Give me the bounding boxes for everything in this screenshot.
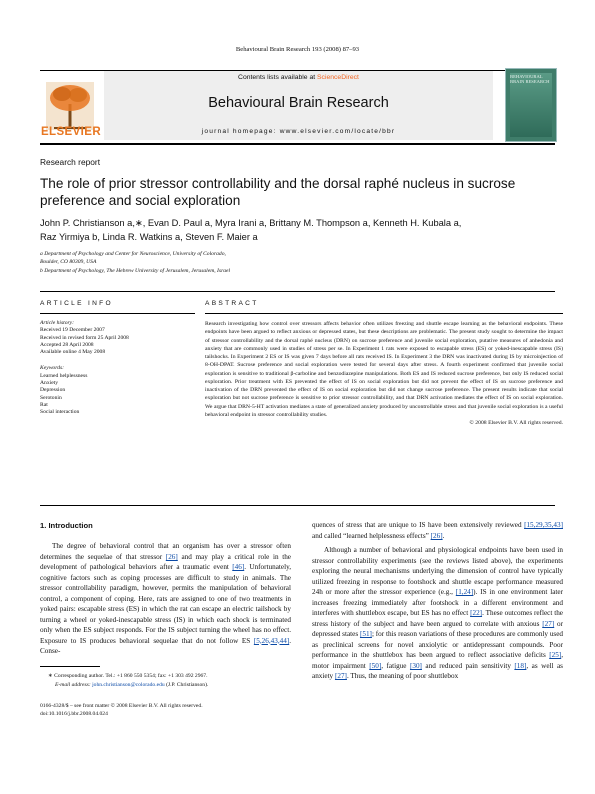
citation-link[interactable]: [5,26,43,44] <box>253 636 290 645</box>
citation-link[interactable]: [27] <box>542 619 555 628</box>
doi-line[interactable]: doi:10.1016/j.bbr.2008.04.024 <box>40 711 108 717</box>
keyword-item: Depression <box>40 387 66 394</box>
authors-line-1: John P. Christianson a,∗, Evan D. Paul a, Myra Irani a, Brittany M. Thompson a, Kenneth H. Kubala a, <box>40 218 462 228</box>
footnote-corresponding: ∗ Corresponding author. Tel.: +1 860 550 5354; fax: +1 303 492 2967. <box>48 673 208 679</box>
author-list <box>40 216 555 244</box>
section-rule <box>40 291 555 292</box>
keyword-item: Rat <box>40 401 48 408</box>
citation-link[interactable]: [1,24] <box>455 588 474 596</box>
article-info <box>40 320 195 417</box>
keywords-label: Keywords: <box>40 365 65 372</box>
abstract-heading: ABSTRACT <box>205 300 259 307</box>
email-suffix: (J.P. Christianson). <box>164 682 209 688</box>
affiliation-a-line-2: Boulder, CO 80309, USA <box>40 259 97 265</box>
article-info-heading: ARTICLE INFO <box>40 300 113 307</box>
journal-cover-thumbnail <box>505 68 557 142</box>
citation-link[interactable]: [26] <box>165 552 178 561</box>
cover-title: BEHAVIOURAL BRAIN RESEARCH <box>510 74 550 84</box>
citation-link[interactable]: [27] <box>334 672 347 680</box>
citation-link[interactable]: [30] <box>409 661 422 670</box>
left-column <box>40 541 291 657</box>
journal-homepage[interactable]: journal homepage: www.elsevier.com/locate/bbr <box>201 128 396 135</box>
email-link[interactable]: john.christianson@colorado.edu <box>92 682 165 688</box>
abstract-rule <box>205 313 563 314</box>
body-rule <box>40 505 555 506</box>
citation-link[interactable]: [15,29,35,43] <box>524 521 563 529</box>
journal-title: Behavioural Brain Research <box>208 95 389 111</box>
history-item: Accepted 28 April 2008 <box>40 341 94 348</box>
citation-link[interactable]: [51] <box>359 630 372 638</box>
publisher-name: ELSEVIER <box>40 126 102 138</box>
keyword-item: Serotonin <box>40 394 62 401</box>
sciencedirect-link[interactable]: ScienceDirect <box>317 74 359 81</box>
intro-paragraph: The degree of behavioral control that an organism has over a stressor often determines the sequelae of that stressor [26] and may play a critical role in the development of pathological behaviors after a traumatic event [46]. Unfortunately, cognitive factors such as coping processes are difficult to study in animals. The stressor controllability paradigm, however, permits the manipulation of behavioral control, a component of coping. Here, rats are assigned to one of two treatments in yoked pairs: escapable stress (ES) in which the rat can escape an electric tailshock by turning a wheel or yoked-inescapable stress (IS) in which each shock is terminated only when the ES subject responds. For the IS subject turning the wheel has no effect. Exposure to IS produces behavioral sequelae that do not follow ES [5,26,43,44]. Conse- <box>40 542 292 655</box>
copyright-line: © 2008 Elsevier B.V. All rights reserved. <box>469 420 563 426</box>
keyword-item: Social interaction <box>40 409 80 416</box>
intro-paragraph-continued: quences of stress that are unique to IS have been extensively reviewed [15,29,35,43] and called “learned helplessness effects” [26]. <box>312 521 563 540</box>
affiliation-a <box>40 250 555 266</box>
citation-link[interactable]: [50] <box>369 661 382 670</box>
running-header: Behavioural Brain Research 193 (2008) 87–93 <box>235 46 360 53</box>
article-type: Research report <box>40 157 101 167</box>
intro-paragraph: Although a number of behavioral and physiological endpoints have been used in stressor controllability experiments (see the reviews listed above), the experiments exploring the neural mechanisms underlying the dimension of control have typically utilized freezing in response to footshock and shuttle escape performance measured 24h or more after the stressor experience (e.g., [1,24]). IS in one environment later increases freezing immediately after footshock in a different environment and interferes with shuttlebox escape, but ES has no effect [22]. These outcomes reflect the stress history of the subject and have been argued to correlate with anxious [27] or depressed states [51]; for this reason variations of these procedures are commonly used as preclinical screens for novel anxiolytic or antidepressant compounds. Poor performance in the shuttlebox has been argued to reflect associative deficits [25], motor impairment [50], fatigue [30] and reduced pain sensitivity [18], as well as anxiety [27]. Thus, the meaning of poor shuttlebox <box>312 546 563 680</box>
header-bottom-rule <box>40 143 555 145</box>
intro-heading: 1. Introduction <box>40 521 93 530</box>
affiliation-a-line-1: a Department of Psychology and Center for Neuroscience, University of Colorado, <box>40 251 226 257</box>
keyword-item: Anxiety <box>40 380 59 387</box>
citation-link[interactable]: [25] <box>549 651 562 659</box>
authors-line-2: Raz Yirmiya b, Linda R. Watkins a, Steven F. Maier a <box>40 232 258 242</box>
keyword-item: Learned helplessness <box>40 372 88 379</box>
contents-prefix: Contents lists available at <box>238 74 318 81</box>
footnote-rule <box>40 666 100 667</box>
footnote-email <box>55 681 291 689</box>
article-title: The role of prior stressor controllability and the dorsal raphé nucleus in sucrose preference and social exploration <box>40 176 516 208</box>
abstract-body <box>205 320 563 427</box>
citation-link[interactable]: [18] <box>514 661 527 670</box>
citation-link[interactable]: [46] <box>232 563 245 571</box>
email-label: E-mail address: <box>55 682 93 688</box>
article-info-rule <box>40 313 195 314</box>
contents-line <box>104 74 493 81</box>
history-item: Available online 4 May 2008 <box>40 349 106 356</box>
abstract-text: Research investigating how control over stressors affects behavior often utilizes freezing and shuttle escape learning as the behavioral endpoints. These endpoints have been argued to reflect anxious or depressed states, but these descriptions are problematic. The present study sought to determine the impact of stressor controllability and the dorsal raphé nucleus (DRN) on sucrose preference and juvenile social exploration, putative measures of anhedonia and anxiety that are commonly used in studies of stress per se. In Experiment 1 rats were exposed to escapable stress (ES) or yoked-inescapable stress (IS) tailshocks. In Experiment 2 ES or IS was given 7 days before all rats received IS. In Experiment 3 the DRN was inactivated during IS by microinjection of 8-OH-DPAT. Sucrose preference and social exploration were tested for several days after stress. A fourth experiment confirmed that juvenile social exploration is sensitive to traditional β-carboline and benzodiazepine manipulations. Both ES and IS reduced sucrose preference, but only IS reduced social exploration. Prior treatment with ES prevented the effect of IS on social exploration but did not prevent the effect of IS on sucrose preference and inactivation of the DRN prevented the effect of IS on social exploration but did not change sucrose preference. The present results indicate that social exploration but not sucrose preference is sensitive to prior stressor controllability, and that DRN activation mediates the effect of IS on social exploration. We argue that DRN-5-HT activation mediates a state of generalized anxiety produced by uncontrollable stress and that juvenile social exploration is a useful behavioral endpoint in stressor controllability studies. <box>205 321 563 418</box>
history-item: Received 19 December 2007 <box>40 327 105 334</box>
citation-link[interactable]: [22] <box>470 609 483 617</box>
affiliation-b: b Department of Psychology, The Hebrew University of Jerusalem, Jerusalem, Israel <box>40 268 231 274</box>
history-item: Received in revised form 25 April 2008 <box>40 334 129 341</box>
citation-link[interactable]: [26] <box>430 531 443 540</box>
history-label: Article history: <box>40 320 75 326</box>
issn-line: 0166-4328/$ – see front matter © 2008 Elsevier B.V. All rights reserved. <box>40 703 203 709</box>
right-column <box>312 520 563 682</box>
